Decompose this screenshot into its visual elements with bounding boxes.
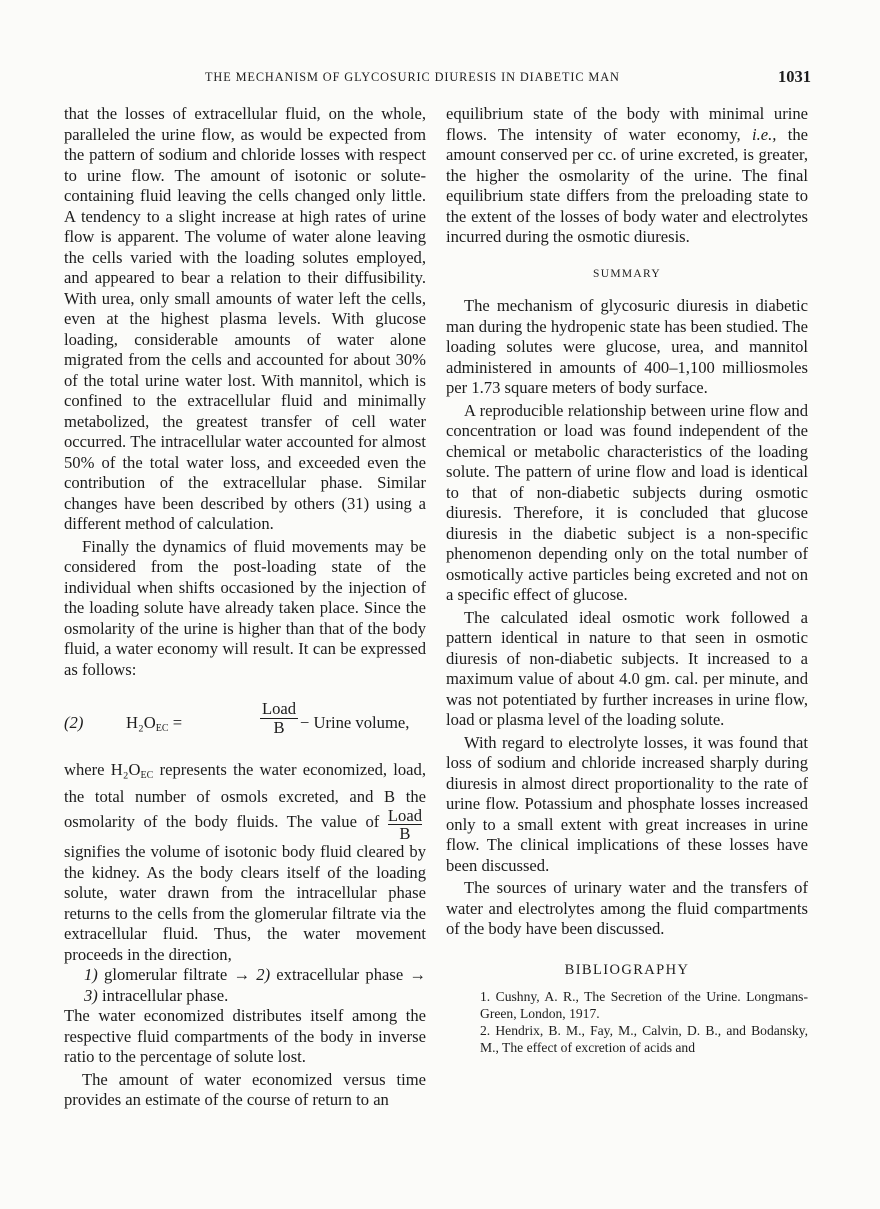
summary-heading: SUMMARY bbox=[593, 267, 661, 280]
running-title: THE MECHANISM OF GLYCOSURIC DIURESIS IN DIABETIC MAN bbox=[205, 70, 620, 84]
summary-paragraph-2: A reproducible relationship between urine flow and concentration or load was found independent of the chemical or metabolic characteristics of the loading solute. The pattern of urine flow and load is identical to that of non-diabetic subjects during osmotic diuresis. Therefore, it is concluded that glucose diuresis in the diabetic subject is a non-specific phenomenon depending only on the total number of osmotically active particles being excreted and not on a specific effect of glucose. bbox=[446, 400, 808, 604]
equation-rhs: − Urine volume, bbox=[300, 713, 410, 732]
summary-paragraph-3: The calculated ideal osmotic work followed a pattern identical in nature to that seen in osmotic diuresis of non-diabetic subjects. It increased to a maximum value of about 4.0 gm. cal. per minute, and was not potentiated by further increases in urine flow, load or plasma level of the loading solute. bbox=[446, 607, 808, 729]
equation-fraction bbox=[260, 700, 298, 737]
summary-paragraph-4: With regard to electrolyte losses, it was found that loss of sodium and chloride increased sharply during diuresis in almost direct proportionality to the rate of urine flow. Potassium and phosphate losses increased only to a small extent with great increases in urine flow. The clinical implications of these losses have been discussed. bbox=[446, 732, 808, 875]
reference-entry: 2. Hendrix, B. M., Fay, M., Calvin, D. B., and Bodansky, M., The effect of excretion of acids and bbox=[480, 1023, 808, 1055]
fraction-numerator: Load bbox=[262, 699, 297, 718]
water-movement-sequence: 1) glomerular filtrate → 2) extracellular phase → 3) intracellular phase. bbox=[84, 965, 426, 1005]
equation-lhs: $H_2O_{EC}$ = bbox=[126, 713, 183, 734]
paragraph-dynamics: Finally the dynamics of fluid movements may be considered from the post-loading state of the individual when shifts occasioned by the injection of the loading solute have already taken place. Since the osmolarity of the urine is higher than that of the body fluid, a water economy will result. It can be expressed as follows: bbox=[64, 536, 426, 679]
summary-paragraph-5: The sources of urinary water and the transfers of water and electrolytes among the fluid compartments of the body have been discussed. bbox=[446, 878, 808, 938]
paragraph-return-course: The amount of water economized versus time provides an estimate of the course of return to an bbox=[64, 1069, 426, 1109]
paragraph-fluid-losses: that the losses of extracellular fluid, on the whole, paralleled the urine flow, as would be expected from the pattern of sodium and chloride losses with respect to urine flow. The amount of isotonic or solute-containing fluid leaving the cells changed only little. A tendency to a slight increase at high rates of urine flow is apparent. The volume of water alone leaving the cells varied with the loading solutes employed, and appeared to bear a relation to their diffusibility. With urea, only small amounts of water left the cells, even at the highest plasma levels. With glucose loading, considerable amounts of water alone migrated from the cells and accounted for about 30% of the total urine water lost. With mannitol, which is confined to the extracellular fluid and minimally metabolized, the greatest transfer of cell water occurred. The intracellular water accounted for almost 50% of the total water loss, and exceeded even the contribution of the extracellular phase. Similar changes have been described by others (31) using a different method of calculation. bbox=[64, 104, 426, 533]
paragraph-distribution: The water economized distributes itself among the respective fluid compartments of the body in inverse ratio to the percentage of solute lost. bbox=[64, 1006, 426, 1066]
reference-entry: 1. Cushny, A. R., The Secretion of the Urine. Longmans-Green, London, 1917. bbox=[480, 989, 808, 1021]
equation-2 bbox=[64, 700, 426, 744]
running-header bbox=[0, 67, 880, 92]
bibliography-heading: BIBLIOGRAPHY bbox=[564, 961, 690, 978]
equation-number: (2) bbox=[64, 713, 84, 732]
fraction-denominator: B bbox=[273, 718, 285, 737]
page-number: 1031 bbox=[778, 67, 811, 86]
paragraph-water-economized: where $H_2O_{EC}$ represents the water economized, load, the total number of osmols excreted, and B the osmolarity of the body fluids. The value of $\frac{\text{Load}}{B}$ signifies the volume of isotonic body fluid cleared by the kidney. As the body clears itself of the loading solute, water drawn from the intracellular phase returns to the cells from the glomerular filtrate via the extracellular fluid. Thus, the water movement proceeds in the direction, bbox=[64, 760, 426, 964]
paragraph-equilibrium: equilibrium state of the body with minimal urine flows. The intensity of water economy, i.e., the amount conserved per cc. of urine excreted, is greater, the higher the osmolarity of the urine. The final equilibrium state differs from the preloading state to the extent of the losses of body water and electrolytes incurred during the osmotic diuresis. bbox=[446, 104, 809, 246]
left-column bbox=[64, 104, 426, 1111]
right-column bbox=[446, 104, 808, 1056]
inline-fraction: $\frac{\text{Load}}{B}$ bbox=[387, 806, 422, 843]
summary-paragraph-1: The mechanism of glycosuric diuresis in diabetic man during the hydropenic state has been studied. The loading solutes were glucose, urea, and mannitol administered in amounts of 400–1,100 milliosmoles per 1.73 square meters of body surface. bbox=[446, 296, 808, 397]
